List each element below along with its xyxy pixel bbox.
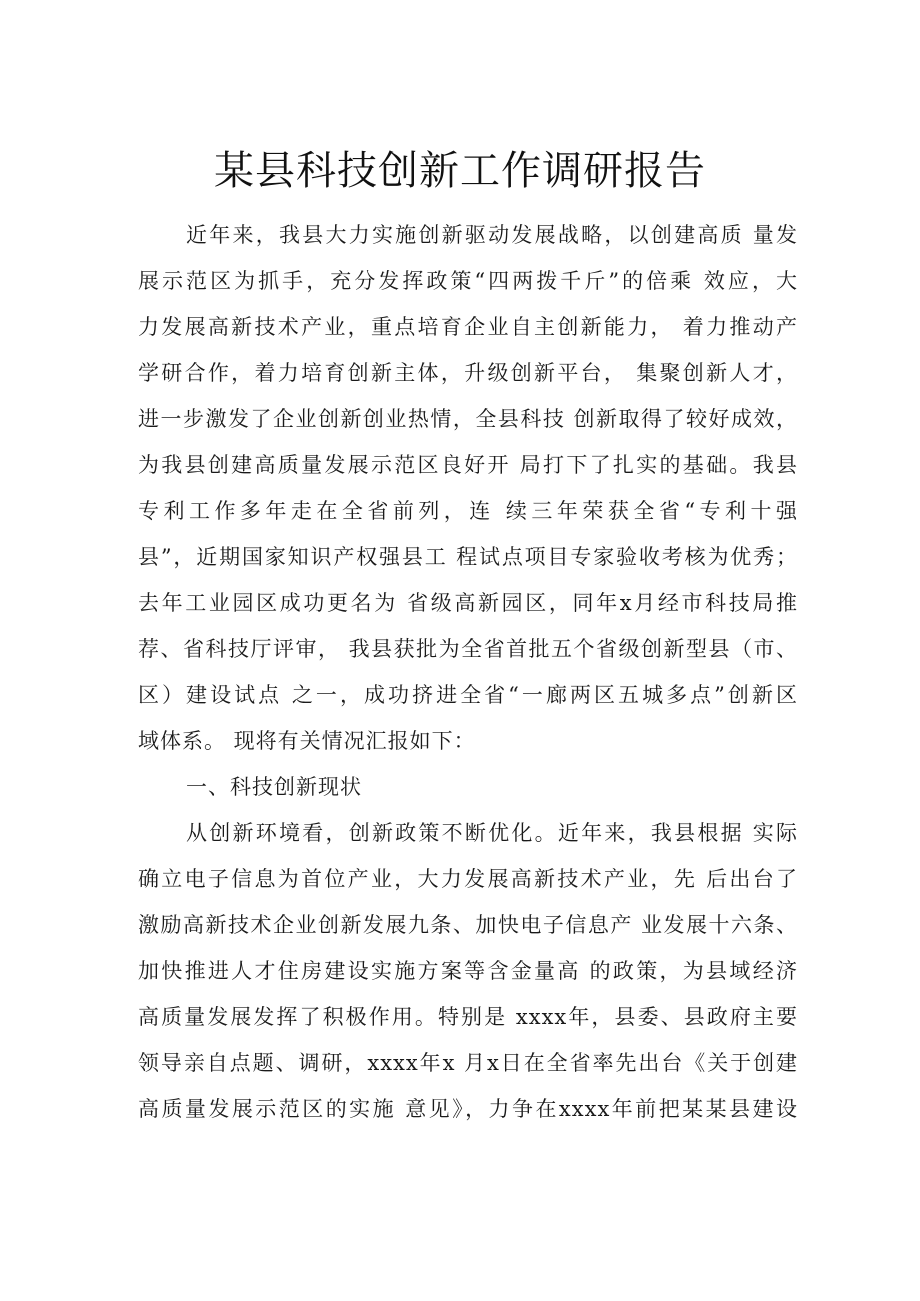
text-line: 为我县创建高质量发展示范区良好开 局打下了扎实的基础。我县 bbox=[138, 453, 798, 477]
text-line: 域体系。 现将有关情况汇报如下： bbox=[138, 729, 476, 753]
paragraph-intro bbox=[138, 212, 798, 1132]
text-line: 学研合作，着力培育创新主体，升级创新平台， 集聚创新人才， bbox=[138, 361, 798, 385]
text-line: 确立电子信息为首位产业，大力发展高新技术产业，先 后出台了 bbox=[138, 867, 798, 891]
text-line: 高质量发展示范区的实施 意见》，力争在xxxx年前把某某县建设 bbox=[138, 1097, 798, 1121]
text-line: 力发展高新技术产业，重点培育企业自主创新能力， 着力推动产 bbox=[138, 315, 798, 339]
text-line: 进一步激发了企业创新创业热情，全县科技 创新取得了较好成效， bbox=[138, 407, 798, 431]
text-line: 领导亲自点题、调研，xxxx年x 月x日在全省率先出台《关于创建 bbox=[138, 1051, 798, 1075]
text-line: 去年工业园区成功更名为 省级高新园区，同年x月经市科技局推 bbox=[138, 591, 798, 615]
section-heading: 一、科技创新现状 bbox=[186, 775, 362, 799]
text-line: 高质量发展发挥了积极作用。特别是 xxxx年，县委、县政府主要 bbox=[138, 1005, 798, 1029]
text-line: 展示范区为抓手，充分发挥政策“四两拨千斤”的倍乘 效应，大 bbox=[138, 269, 798, 293]
text-line: 激励高新技术企业创新发展九条、加快电子信息产 业发展十六条、 bbox=[138, 913, 798, 937]
text-line: 县”，近期国家知识产权强县工 程试点项目专家验收考核为优秀； bbox=[138, 545, 798, 569]
text-line: 从创新环境看，创新政策不断优化。近年来，我县根据 实际 bbox=[186, 821, 798, 845]
text-line: 区）建设试点 之一，成功挤进全省“一廊两区五城多点”创新区 bbox=[138, 683, 798, 707]
document-title: 某县科技创新工作调研报告 bbox=[214, 148, 706, 194]
text-line: 加快推进人才住房建设实施方案等含金量高 的政策，为县域经济 bbox=[138, 959, 798, 983]
text-line: 荐、省科技厅评审， 我县获批为全省首批五个省级创新型县（市、 bbox=[138, 637, 798, 661]
text-line: 近年来，我县大力实施创新驱动发展战略，以创建高质 量发 bbox=[186, 223, 798, 247]
text-line: 专利工作多年走在全省前列，连 续三年荣获全省“专利十强 bbox=[138, 499, 798, 523]
